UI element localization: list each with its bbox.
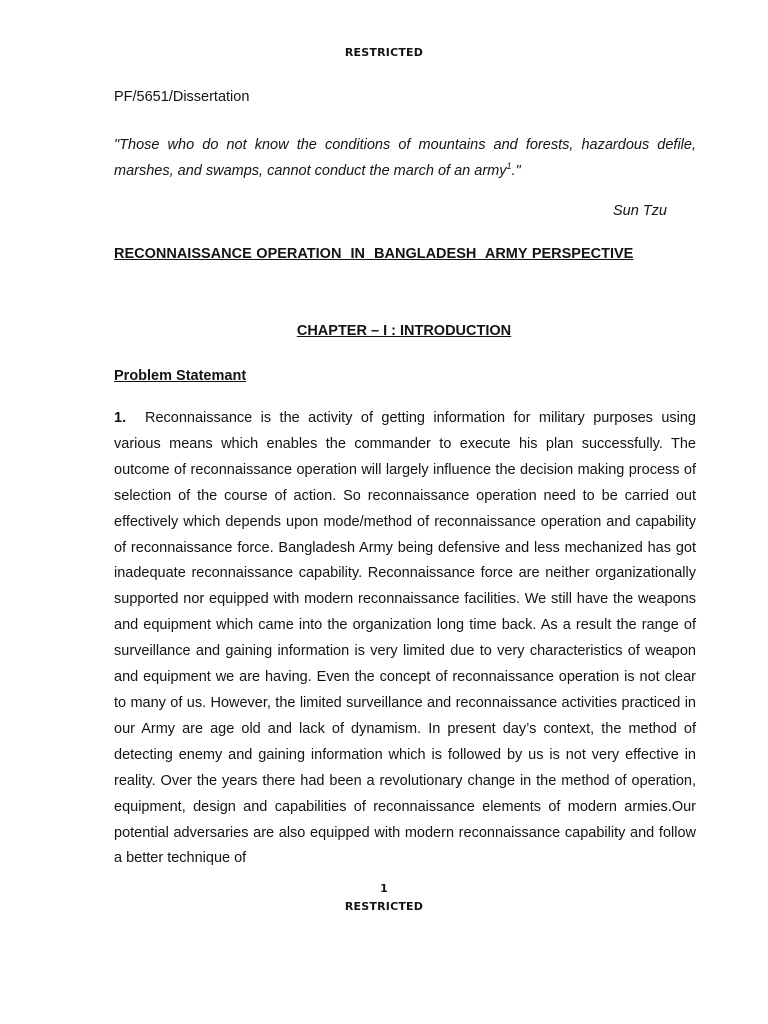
epigraph-quote <box>114 132 696 184</box>
section-heading: Problem Statemant <box>114 368 247 384</box>
quote-author: Sun Tzu <box>613 203 667 219</box>
paragraph-number: 1. <box>114 410 127 426</box>
header-classification-marking: RESTRICTED <box>344 46 424 59</box>
chapter-title: CHAPTER – I : INTRODUCTION <box>296 323 512 339</box>
footer-classification-marking: RESTRICTED <box>344 900 424 913</box>
quote-closing: ." <box>511 163 521 179</box>
paragraph-text: Reconnaissance is the activity of getting information for military purposes using various means which enables the commander to execute his plan successfully. The outcome of reconnaissance operation will largely influence the decision making process of selection of the course of action. So reconnaissance operation need to be carried out effectively which depends upon mode/method of reconnaissance operation and capability of reconnaissance force. Bangladesh Army being defensive and less mechanized has got inadequate reconnaissance capability. Reconnaissance force are neither organizationally supported nor equipped with modern reconnaissance facilities. We still have the weapons and equipment which came into the organization long time back. As a result the range of surveillance and gaining information is very limited due to very characteristics of weapon and equipment we are having. Even the concept of reconnaissance operation is not clear to many of us. However, the limited surveillance and reconnaissance activities practiced in our Army are age old and lack of dynamism. In present day’s context, the method of detecting enemy and gaining information which is followed by us is not very effective in reality. Over the years there had been a revolutionary change in the method of operation, equipment, design and capabilities of reconnaissance elements of modern armies.Our potential adversaries are also equipped with modern reconnaissance capability and follow a better technique of <box>114 410 696 867</box>
document-title: RECONNAISSANCE OPERATION IN BANGLADESH ARMY PERSPECTIVE <box>114 246 634 262</box>
body-paragraph <box>114 406 696 872</box>
footnote-mark: 1 <box>506 161 512 172</box>
page-number: 1 <box>380 882 388 895</box>
quote-text: "Those who do not know the conditions of mountains and forests, hazardous defile, marshes, and swamps, cannot conduct the march of an army <box>114 137 696 179</box>
document-reference: PF/5651/Dissertation <box>114 89 250 105</box>
